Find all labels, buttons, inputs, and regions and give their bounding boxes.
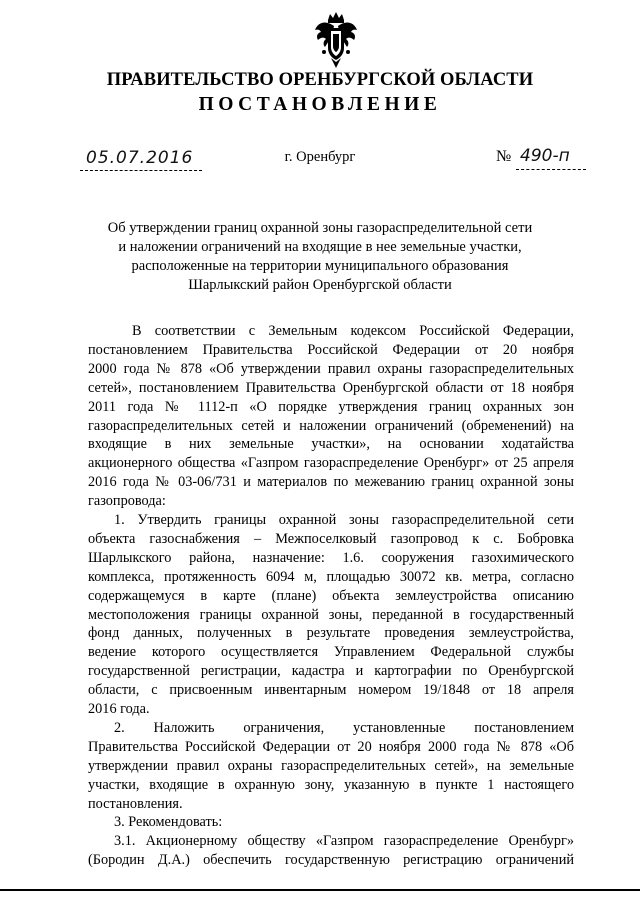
document-number: 490-п [520,146,570,166]
text-line: ведение которого осуществляется Управлением Федеральной службы [88,644,574,661]
text-line: области, с присвоенным инвентарным номером 19/1848 от 18 апреля [88,682,574,699]
text-line: 2. Наложить ограничения, установленные постановлением [114,720,574,736]
text-line: содержащемуся в карте (плане) объекта землеустройства описанию [88,587,574,604]
text-line: государственной регистрации, кадастра и картографии по Оренбургской [88,663,574,680]
subject-line: расположенные на территории муниципального образования [131,258,509,274]
text-line: В соответствии с Земельным кодексом Российской Федерации, [132,323,574,339]
document-date: 05.07.2016 [86,148,194,168]
text-line: входящие в них земельные участки», на основании ходатайства [88,436,574,453]
item-2-paragraph [88,719,574,814]
text-line: 3.1. Акционерному обществу «Газпром газораспределение Оренбург» [114,833,574,849]
text-line: местоположения границы охранной зоны, переданной в государственный [88,606,574,623]
text-line: фонд данных, полученных в результате проведения землеустройства, [88,625,574,642]
text-line: участки, входящие в охранную зону, указанную в пункте 1 настоящего [88,776,574,793]
text-line: 2000 года № 878 «Об утверждении правил охраны газораспределительных [88,360,574,377]
subject-line: Шарлыкский район Оренбургской области [188,277,452,293]
text-line: акционерного общества «Газпром газораспределение Оренбург» от 25 апреля [88,455,574,472]
subject-line: Об утверждении границ охранной зоны газораспределительной сети [107,220,533,236]
text-line: Правительства Российской Федерации от 20 ноября 2000 года № 878 «Об [88,738,574,755]
text-line: постановления. [88,795,183,812]
intro-paragraph [88,322,574,511]
number-underline [516,169,586,170]
text-line: газораспределительных сетей и наложении ограничений (обременений) на [88,417,574,434]
subject-line: и наложении ограничений на входящие в нее земельные участки, [118,239,522,255]
text-line: 1. Утвердить границы охранной зоны газораспределительной сети [114,512,574,528]
item-3-paragraph [88,813,574,832]
text-line: комплекса, протяженность 6094 м, площадью 30072 кв. метра, согласно [88,568,574,585]
number-sign: № [496,148,512,165]
text-line: (Бородин Д.А.) обеспечить государственную регистрацию ограничений [88,851,574,868]
text-line: газопровода: [88,493,166,510]
text-line: 2011 года № 1112-п «О порядке утверждения границ охранных зон [88,398,574,415]
coat-of-arms-icon [314,12,358,68]
item-1-paragraph [88,511,574,719]
document-subject [0,219,640,295]
date-underline [80,170,202,171]
text-line: постановлением Правительства Российской Федерации от 20 ноября [88,341,574,358]
item-3-1-paragraph [88,832,574,870]
text-line: объекта газоснабжения – Межпоселковый газопровод к с. Бобровка [88,530,574,547]
text-line: утверждении правил охраны газораспределительных сетей», на земельные [88,757,574,774]
text-line: сетей», постановлением Правительства Оренбургской области от 18 ноября [88,379,574,396]
document-city: г. Оренбург [284,149,356,165]
text-line: Шарлыкского района, назначение: 1.6. сооружения газохимического [88,549,574,566]
text-line: 3. Рекомендовать: [114,814,223,830]
page-bottom-rule [0,889,640,891]
text-line: 2016 года. [88,701,150,718]
text-line: 2016 года № 03-06/731 и материалов по межеванию границ охранной зоны [88,474,574,491]
government-title: ПРАВИТЕЛЬСТВО ОРЕНБУРГСКОЙ ОБЛАСТИ [106,70,534,90]
document-type: ПОСТАНОВЛЕНИЕ [198,94,442,115]
